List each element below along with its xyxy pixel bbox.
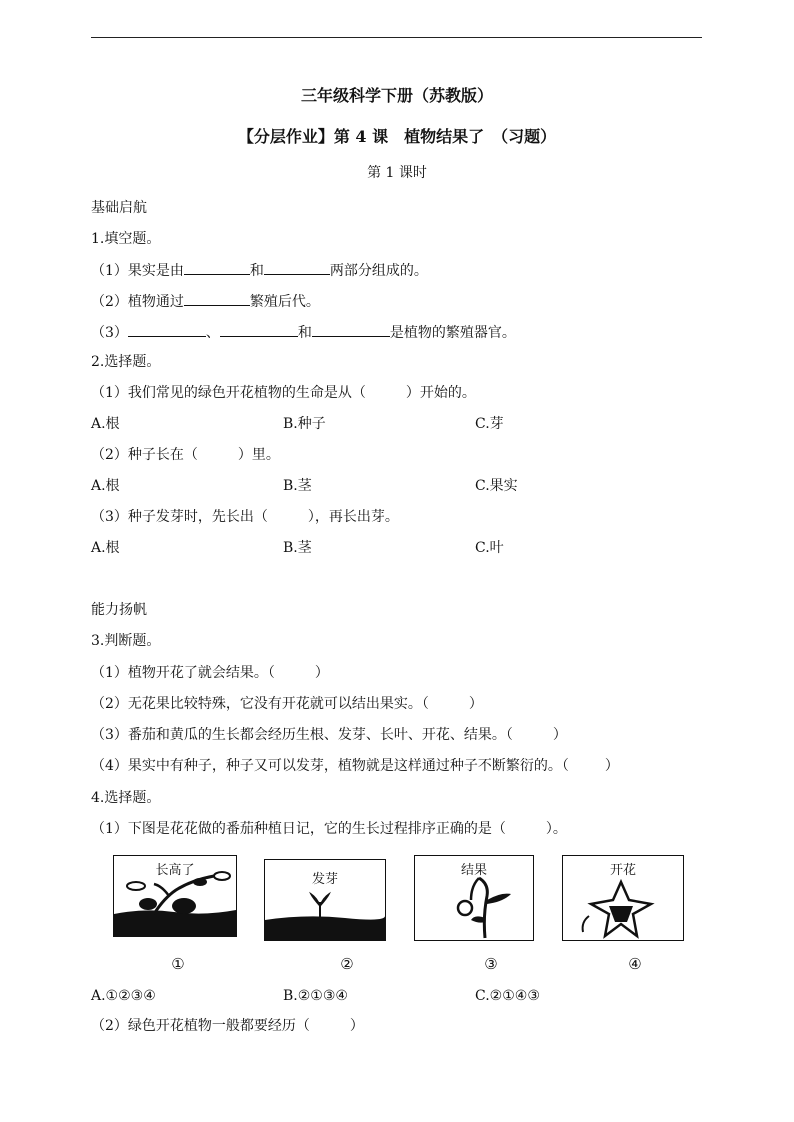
lesson-label: 第 1 课时 (367, 165, 427, 181)
question-3-1: （1）植物开花了就会结果。（ ） (91, 665, 329, 681)
picture-tall-plant (113, 855, 237, 937)
answer-blank[interactable] (312, 322, 390, 337)
picture-number-1: ① (171, 955, 185, 973)
question-2-label: 2.选择题。 (91, 354, 161, 370)
picture-flower (562, 855, 684, 941)
section-heading-basic: 基础启航 (91, 200, 147, 216)
question-3-4: （4）果实中有种子，种子又可以发芽，植物就是这样通过种子不断繁衍的。（ ） (91, 758, 619, 774)
picture-sprout (264, 859, 386, 941)
section-heading-ability: 能力扬帆 (91, 602, 147, 618)
picture-number-3: ③ (484, 955, 498, 973)
picture-number-2: ② (340, 955, 354, 973)
question-2-2: （2）种子长在（ ）里。 (91, 447, 280, 463)
option-a[interactable]: A.根 (91, 416, 120, 432)
header-rule (91, 37, 702, 38)
option-b[interactable]: B.茎 (283, 540, 312, 556)
option-b[interactable]: B.茎 (283, 478, 312, 494)
picture-fruiting (414, 855, 534, 941)
option-a[interactable]: A.根 (91, 540, 120, 556)
answer-blank[interactable] (220, 322, 298, 337)
option-a[interactable]: A.①②③④ (91, 988, 156, 1004)
question-1-3: （3） 、 和 是植物的繁殖器官。 (91, 322, 516, 343)
picture-number-4: ④ (628, 955, 642, 973)
question-4-1: （1）下图是花花做的番茄种植日记，它的生长过程排序正确的是（ ）。 (91, 821, 567, 837)
option-c[interactable]: C.②①④③ (475, 988, 540, 1004)
question-2-3: （3）种子发芽时，先长出（ ），再长出芽。 (91, 509, 399, 525)
picture-caption: 结果 (460, 863, 487, 878)
option-a[interactable]: A.根 (91, 478, 120, 494)
picture-caption: 开花 (609, 863, 636, 878)
question-3-label: 3.判断题。 (91, 633, 161, 649)
answer-blank[interactable] (264, 260, 330, 275)
question-3-2: （2）无花果比较特殊，它没有开花就可以结出果实。（ ） (91, 696, 483, 712)
fruiting-plant-drawing-icon (415, 856, 533, 940)
tall-plant-drawing-icon (114, 856, 236, 936)
question-3-3: （3）番茄和黄瓜的生长都会经历生根、发芽、长叶、开花、结果。（ ） (91, 727, 567, 743)
answer-blank[interactable] (184, 260, 250, 275)
option-b[interactable]: B.②①③④ (283, 988, 348, 1004)
page-title: 三年级科学下册（苏教版） (300, 86, 493, 105)
answer-blank[interactable] (184, 291, 250, 306)
flower-drawing-icon (563, 856, 683, 940)
option-c[interactable]: C.果实 (475, 478, 518, 494)
worksheet-subtitle: 【分层作业】第 4 课 植物结果了 （习题） (237, 127, 557, 146)
option-c[interactable]: C.叶 (475, 540, 504, 556)
question-4-2: （2）绿色开花植物一般都要经历（ ） (91, 1018, 364, 1034)
sprout-drawing-icon (265, 860, 385, 940)
question-2-1: （1）我们常见的绿色开花植物的生命是从（ ）开始的。 (91, 385, 476, 401)
picture-caption: 长高了 (155, 863, 195, 878)
question-1-label: 1.填空题。 (91, 231, 161, 247)
answer-blank[interactable] (128, 322, 206, 337)
option-b[interactable]: B.种子 (283, 416, 326, 432)
question-4-label: 4.选择题。 (91, 790, 161, 806)
question-1-2: （2）植物通过 繁殖后代。 (91, 291, 320, 312)
picture-caption: 发芽 (311, 872, 338, 887)
option-c[interactable]: C.芽 (475, 416, 504, 432)
question-1-1: （1）果实是由 和 两部分组成的。 (91, 260, 428, 281)
